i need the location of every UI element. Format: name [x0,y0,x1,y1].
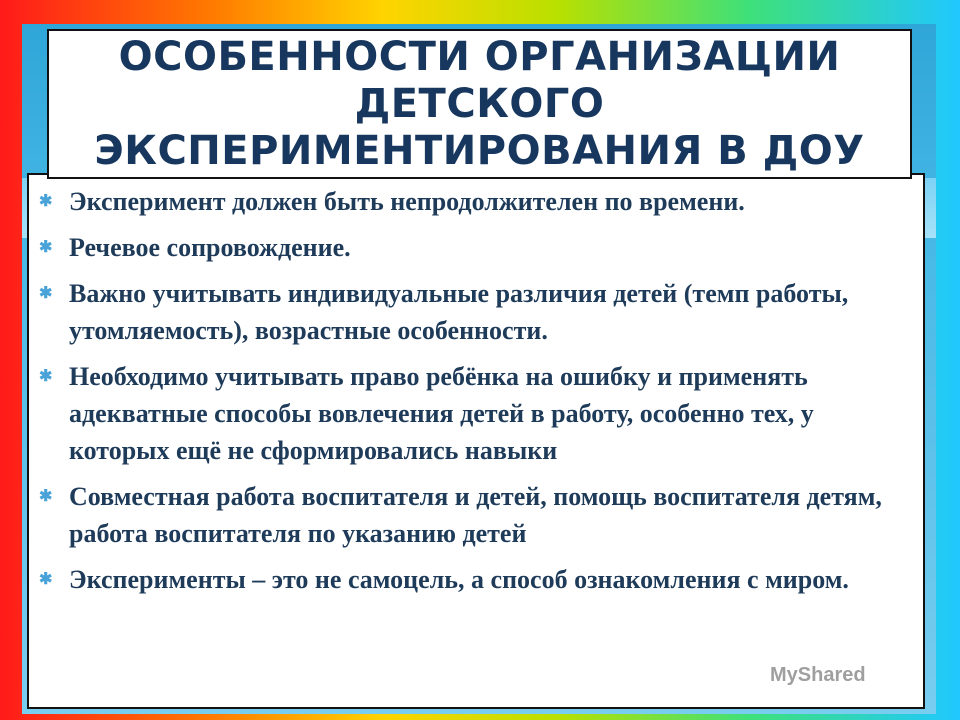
list-item [39,358,915,469]
asterisk-bullet-icon: ✱ [39,193,53,210]
title-box [47,29,912,179]
asterisk-bullet-icon: ✱ [39,368,53,385]
list-item [39,561,915,598]
bullet-list [39,183,915,607]
list-item [39,275,915,349]
asterisk-bullet-icon: ✱ [39,571,53,588]
content-box [27,173,925,709]
list-item [39,183,915,220]
bullet-text: Речевое сопровождение. [69,233,351,262]
list-item [39,478,915,552]
bullet-text: Эксперимент должен быть непродолжителен по времени. [69,187,745,216]
watermark: MyShared [770,664,866,686]
bullet-text: Важно учитывать индивидуальные различия детей (темп работы, утомляемость), возрастные особенности. [69,279,849,345]
bullet-text: Совместная работа воспитателя и детей, помощь воспитателя детям, работа воспитателя по указанию детей [69,482,882,548]
asterisk-bullet-icon: ✱ [39,488,53,505]
bullet-text: Эксперименты – это не самоцель, а способ ознакомления с миром. [69,565,849,594]
asterisk-bullet-icon: ✱ [39,285,53,302]
list-item [39,229,915,266]
bullet-text: Необходимо учитывать право ребёнка на ошибку и применять адекватные способы вовлечения детей в работу, особенно тех, у которых ещё не сформировались навыки [69,362,814,465]
page-title: ОСОБЕННОСТИ ОРГАНИЗАЦИИ ДЕТСКОГО ЭКСПЕРИМЕНТИРОВАНИЯ В ДОУ [94,33,865,174]
asterisk-bullet-icon: ✱ [39,239,53,256]
